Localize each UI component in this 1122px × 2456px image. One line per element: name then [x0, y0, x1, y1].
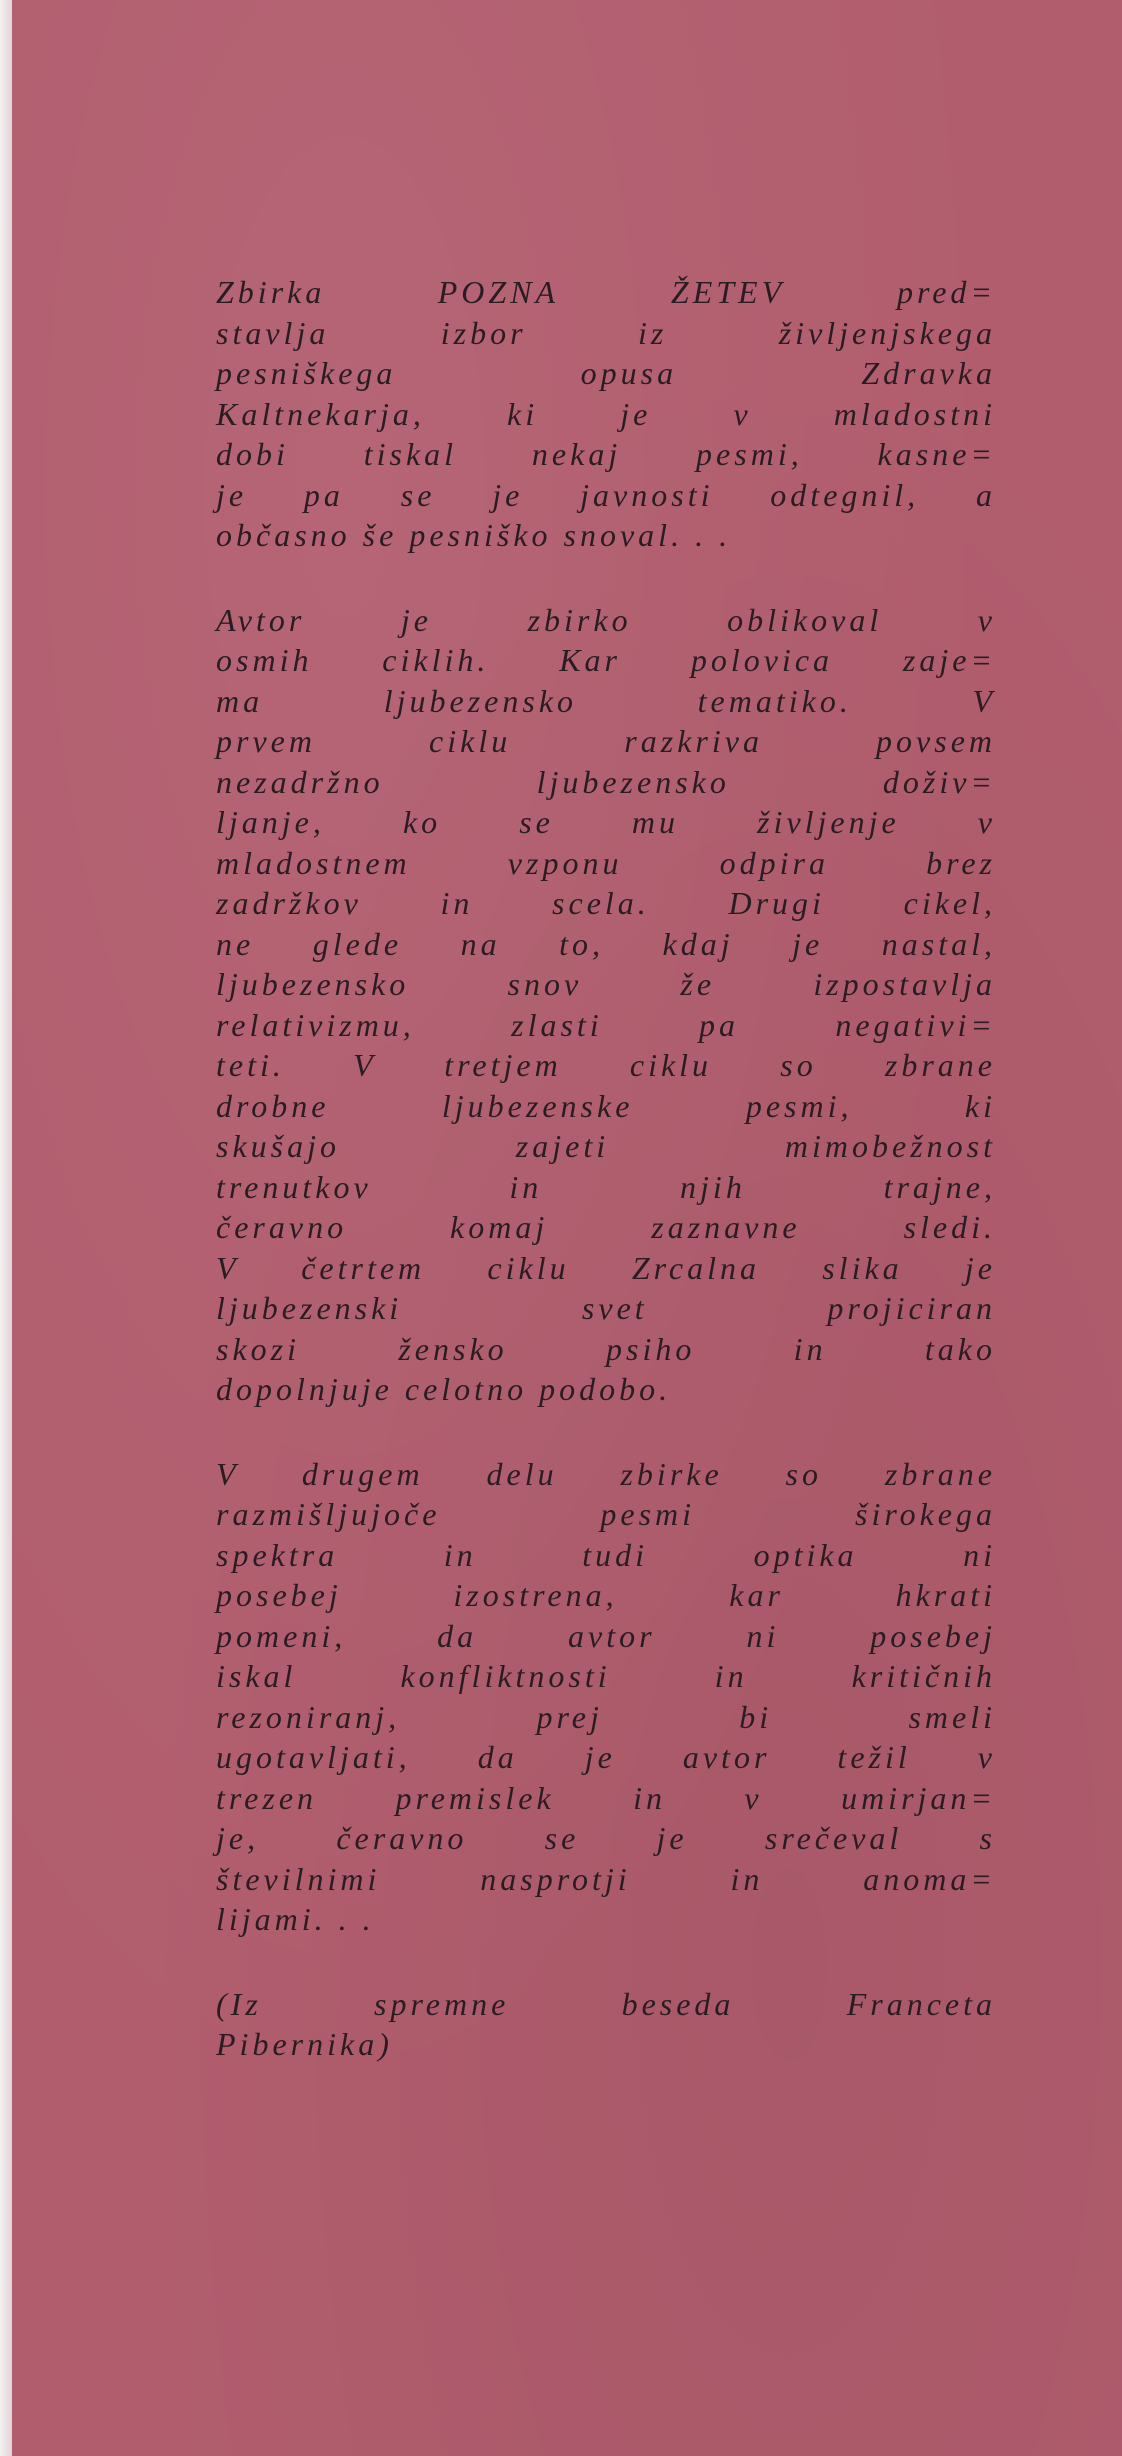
scan-border	[0, 0, 12, 2456]
text-line: skušajo zajeti mimobežnost	[216, 1128, 996, 1164]
blurb-paragraph-second-part	[216, 1454, 996, 1940]
text-line: občasno še pesniško snoval. . .	[216, 517, 732, 553]
text-line: prvem ciklu razkriva povsem	[216, 723, 996, 759]
text-line: ma ljubezensko tematiko. V	[216, 682, 996, 719]
text-line: čeravno komaj zaznavne sledi.	[216, 1209, 996, 1245]
text-line: je pa se je javnosti odtegnil, a	[216, 476, 996, 513]
text-line: Kaltnekarja, ki je v mladostni	[216, 395, 996, 432]
text-line: dopolnjuje celotno podobo.	[216, 1371, 672, 1407]
text-line: mladostnem vzponu odpira brez	[216, 844, 996, 881]
text-line: ljubezensko snov že izpostavlja	[216, 966, 996, 1002]
text-line: V četrtem ciklu Zrcalna slika je	[216, 1249, 996, 1286]
text-line: trezen premislek in v umirjan=	[216, 1779, 996, 1816]
text-line: posebej izostrena, kar hkrati	[216, 1577, 996, 1613]
text-line: skozi žensko psiho in tako	[216, 1330, 996, 1367]
text-line: trenutkov in njih trajne,	[216, 1168, 996, 1205]
text-line: Zbirka POZNA ŽETEV pred=	[216, 274, 996, 310]
text-line: relativizmu, zlasti pa negativi=	[216, 1006, 996, 1043]
text-line: rezoniranj, prej bi smeli	[216, 1698, 996, 1735]
blurb-attribution	[216, 1984, 996, 2065]
text-line: zadržkov in scela. Drugi cikel,	[216, 885, 996, 921]
text-line: ljubezenski svet projiciran	[216, 1290, 996, 1326]
text-line: številnimi nasprotji in anoma=	[216, 1860, 996, 1897]
text-line: nezadržno ljubezensko doživ=	[216, 763, 996, 800]
text-line: lijami. . .	[216, 1901, 375, 1937]
text-line: Pibernika)	[216, 2026, 393, 2062]
blurb-paragraph-cycles	[216, 600, 996, 1410]
text-line: razmišljujoče pesmi širokega	[216, 1496, 996, 1532]
text-line: pesniškega opusa Zdravka	[216, 355, 996, 391]
text-line: Avtor je zbirko oblikoval v	[216, 601, 996, 638]
text-line: ljanje, ko se mu življenje v	[216, 804, 996, 840]
text-line: stavlja izbor iz življenjskega	[216, 314, 996, 351]
blurb-text	[216, 272, 996, 2109]
text-line: drobne ljubezenske pesmi, ki	[216, 1087, 996, 1124]
text-line: osmih ciklih. Kar polovica zaje=	[216, 642, 996, 678]
text-line: ne glede na to, kdaj je nastal,	[216, 925, 996, 962]
text-line: (Iz spremne beseda Franceta	[216, 1985, 996, 2022]
text-line: dobi tiskal nekaj pesmi, kasne=	[216, 436, 996, 472]
text-line: pomeni, da avtor ni posebej	[216, 1617, 996, 1654]
text-line: V drugem delu zbirke so zbrane	[216, 1455, 996, 1492]
blurb-paragraph-intro	[216, 272, 996, 556]
book-flap-page	[12, 0, 1122, 2456]
text-line: spektra in tudi optika ni	[216, 1536, 996, 1573]
text-line: ugotavljati, da je avtor težil v	[216, 1739, 996, 1775]
text-line: teti. V tretjem ciklu so zbrane	[216, 1047, 996, 1083]
text-line: iskal konfliktnosti in kritičnih	[216, 1658, 996, 1694]
text-line: je, čeravno se je srečeval s	[216, 1820, 996, 1856]
